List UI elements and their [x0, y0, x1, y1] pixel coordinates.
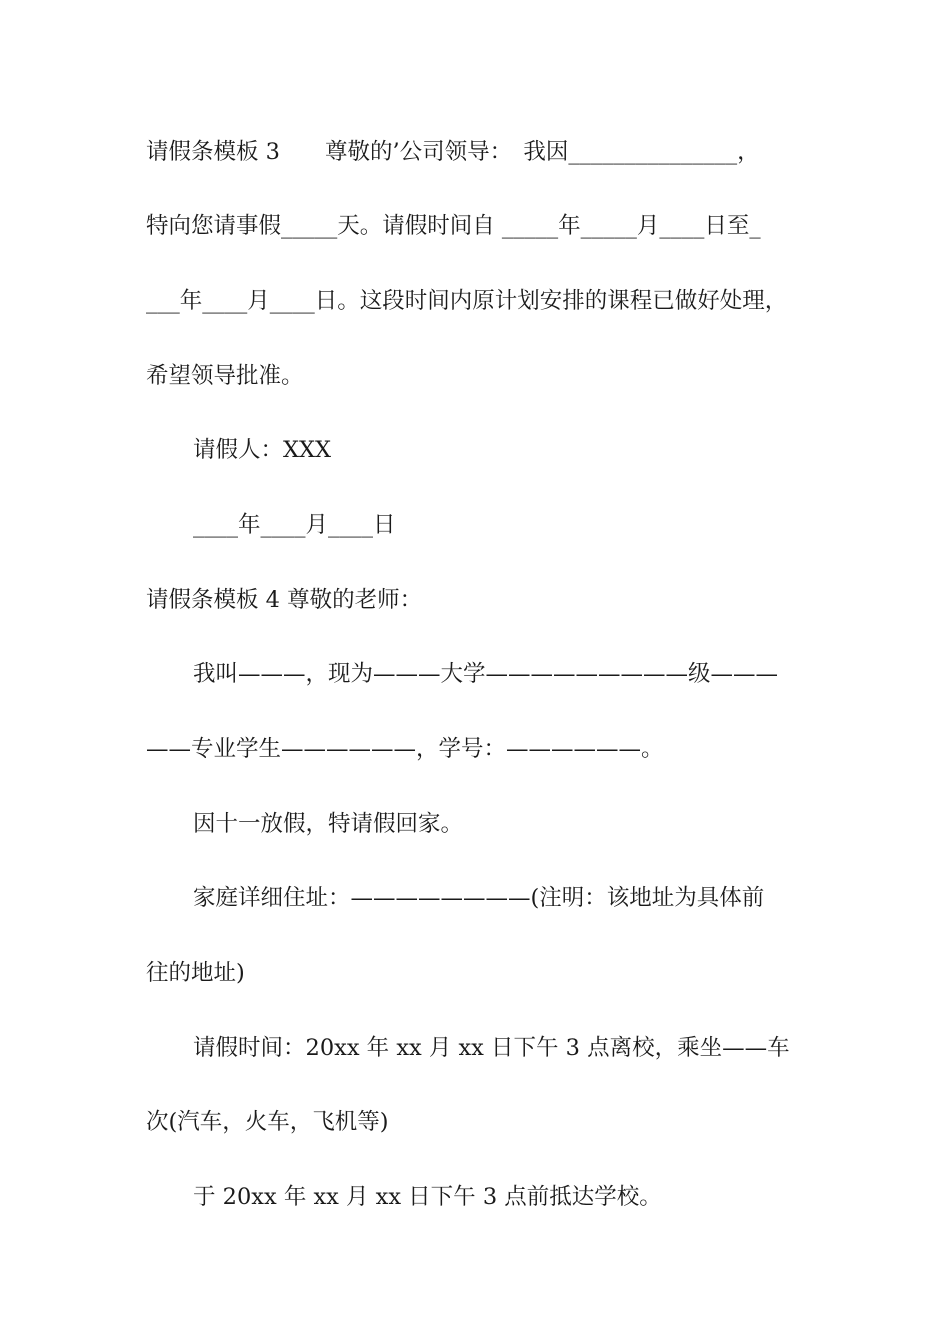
home-address-line: 家庭详细住址：————————(注明：该地址为具体前: [193, 885, 765, 911]
applicant-line: 请假人：XXX: [193, 437, 332, 463]
leave-days-line: 特向您请事假_____天。请假时间自 _____年_____月____日至_: [146, 213, 761, 239]
transport-line: 次(汽车，火车，飞机等): [146, 1109, 389, 1135]
student-number-line: ——专业学生——————，学号：——————。: [146, 736, 664, 762]
approval-request-line: 希望领导批准。: [146, 363, 304, 389]
leave-reason-line: 因十一放假，特请假回家。: [193, 811, 464, 837]
leave-dates-line: ___年____月____日。这段时间内原计划安排的课程已做好处理，: [146, 288, 788, 314]
signature-date-line: ____年____月____日: [193, 512, 396, 538]
student-intro-line: 我叫———，现为———大学—————————级———: [193, 661, 779, 687]
return-time-line: 于 20xx 年 xx 月 xx 日下午 3 点前抵达学校。: [193, 1184, 662, 1210]
address-note-line: 往的地址): [146, 960, 245, 986]
template-4-heading-line: 请假条模板 4 尊敬的老师：: [146, 587, 423, 613]
template-3-heading-line: 请假条模板 3 尊敬的’公司领导： 我因_______________，: [146, 139, 760, 165]
leave-time-line: 请假时间：20xx 年 xx 月 xx 日下午 3 点离校，乘坐——车: [193, 1035, 790, 1061]
